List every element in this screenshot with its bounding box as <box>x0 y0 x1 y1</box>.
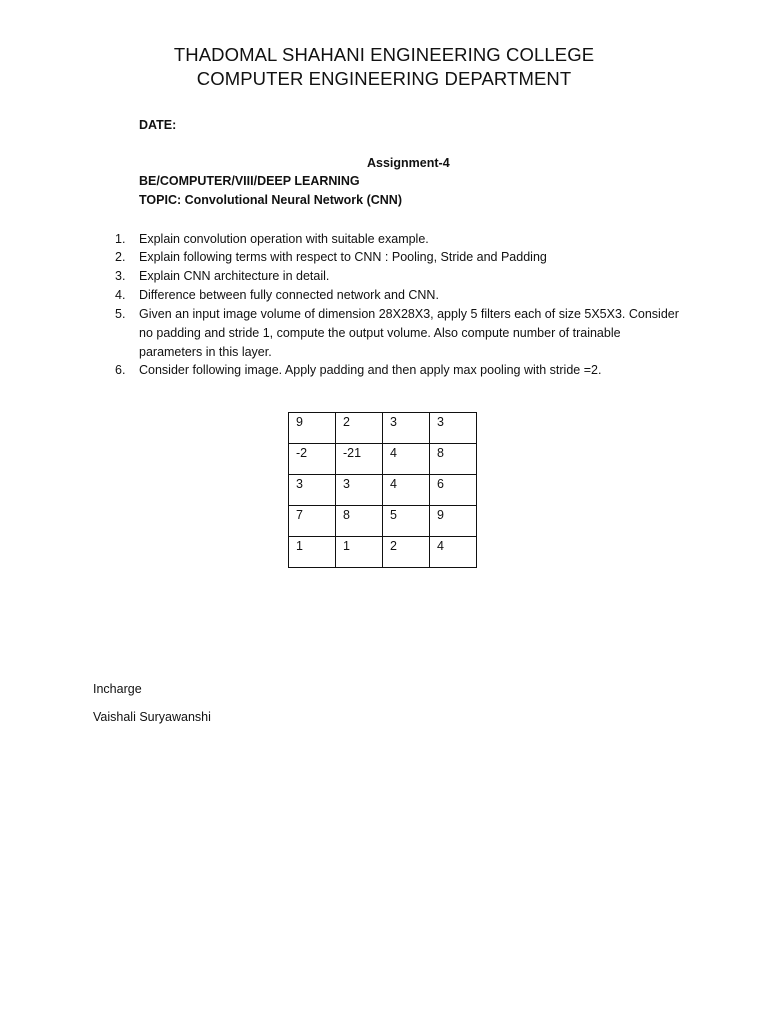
question-text: Explain following terms with respect to CNN : Pooling, Stride and Padding <box>139 250 547 264</box>
matrix-cell: 3 <box>336 475 383 506</box>
image-matrix-table <box>288 412 477 568</box>
course-line: BE/COMPUTER/VIII/DEEP LEARNING <box>139 174 360 188</box>
matrix-cell: 9 <box>289 413 336 444</box>
college-name: THADOMAL SHAHANI ENGINEERING COLLEGE <box>173 44 595 65</box>
assignment-title: Assignment-4 <box>367 156 450 170</box>
matrix-cell: 4 <box>383 475 430 506</box>
question-text: Difference between fully connected network and CNN. <box>139 288 439 302</box>
question-number: 3. <box>115 269 126 283</box>
matrix-cell: -2 <box>289 444 336 475</box>
date-label: DATE: <box>139 118 177 132</box>
matrix-cell: 8 <box>336 506 383 537</box>
table-row <box>289 413 477 444</box>
question-text: Given an input image volume of dimension 28X28X3, apply 5 filters each of size 5X5X3. Consider no padding and stride 1, compute the output volume. Also compute number of trainable parameters in this layer. <box>139 307 679 359</box>
table-row <box>289 537 477 568</box>
question-number: 6. <box>115 363 126 377</box>
matrix-cell: 8 <box>430 444 477 475</box>
question-number: 2. <box>115 250 126 264</box>
question-text: Consider following image. Apply padding and then apply max pooling with stride =2. <box>139 363 602 377</box>
matrix-cell: 3 <box>430 413 477 444</box>
table-row <box>289 444 477 475</box>
matrix-cell: 7 <box>289 506 336 537</box>
question-number: 1. <box>115 232 126 246</box>
department-name: COMPUTER ENGINEERING DEPARTMENT <box>196 68 572 89</box>
matrix-cell: 5 <box>383 506 430 537</box>
table-row <box>289 475 477 506</box>
matrix-cell: 6 <box>430 475 477 506</box>
matrix-cell: 9 <box>430 506 477 537</box>
matrix-cell: -21 <box>336 444 383 475</box>
matrix-cell: 2 <box>336 413 383 444</box>
matrix-cell: 4 <box>383 444 430 475</box>
matrix-cell: 3 <box>289 475 336 506</box>
matrix-cell: 4 <box>430 537 477 568</box>
question-number: 4. <box>115 288 126 302</box>
matrix-cell: 2 <box>383 537 430 568</box>
incharge-name: Vaishali Suryawanshi <box>93 710 211 724</box>
question-text: Explain CNN architecture in detail. <box>139 269 330 283</box>
matrix-cell: 1 <box>289 537 336 568</box>
question-number: 5. <box>115 307 126 321</box>
topic-line: TOPIC: Convolutional Neural Network (CNN) <box>139 193 402 207</box>
matrix-cell: 1 <box>336 537 383 568</box>
matrix-cell: 3 <box>383 413 430 444</box>
table-row <box>289 506 477 537</box>
question-text: Explain convolution operation with suitable example. <box>139 232 429 246</box>
incharge-label: Incharge <box>93 682 142 696</box>
